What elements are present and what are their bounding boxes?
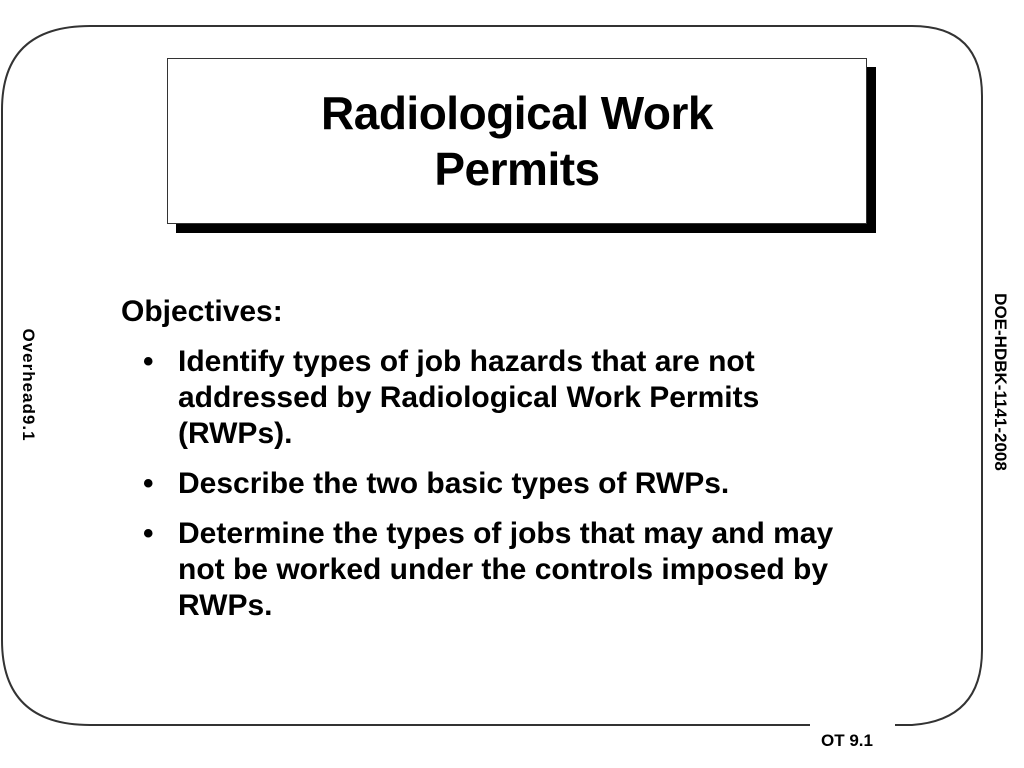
list-item: [143, 344, 863, 452]
footer-page-label: OT 9.1: [821, 731, 873, 750]
title-box: [167, 58, 867, 224]
objectives-heading: Objectives:: [121, 295, 283, 328]
objectives-list: [143, 344, 863, 638]
bullet-text: Determine the types of jobs that may and may not be worked under the controls imposed by RWPs.: [178, 517, 834, 622]
bullet-icon: •: [143, 517, 154, 550]
list-item: [143, 466, 863, 502]
title-line-2: Permits: [434, 143, 600, 195]
title-line-1: Radiological Work: [321, 87, 713, 139]
handbook-id-label: DOE-HDBK-1141-2008: [991, 293, 1010, 471]
bullet-icon: •: [143, 345, 154, 378]
overhead-label: Overhead9.1: [19, 328, 38, 442]
list-item: [143, 516, 863, 624]
bullet-icon: •: [143, 467, 154, 500]
bullet-text: Describe the two basic types of RWPs.: [178, 467, 730, 500]
bullet-text: Identify types of job hazards that are not addressed by Radiological Work Permits (RWPs).: [178, 345, 760, 450]
